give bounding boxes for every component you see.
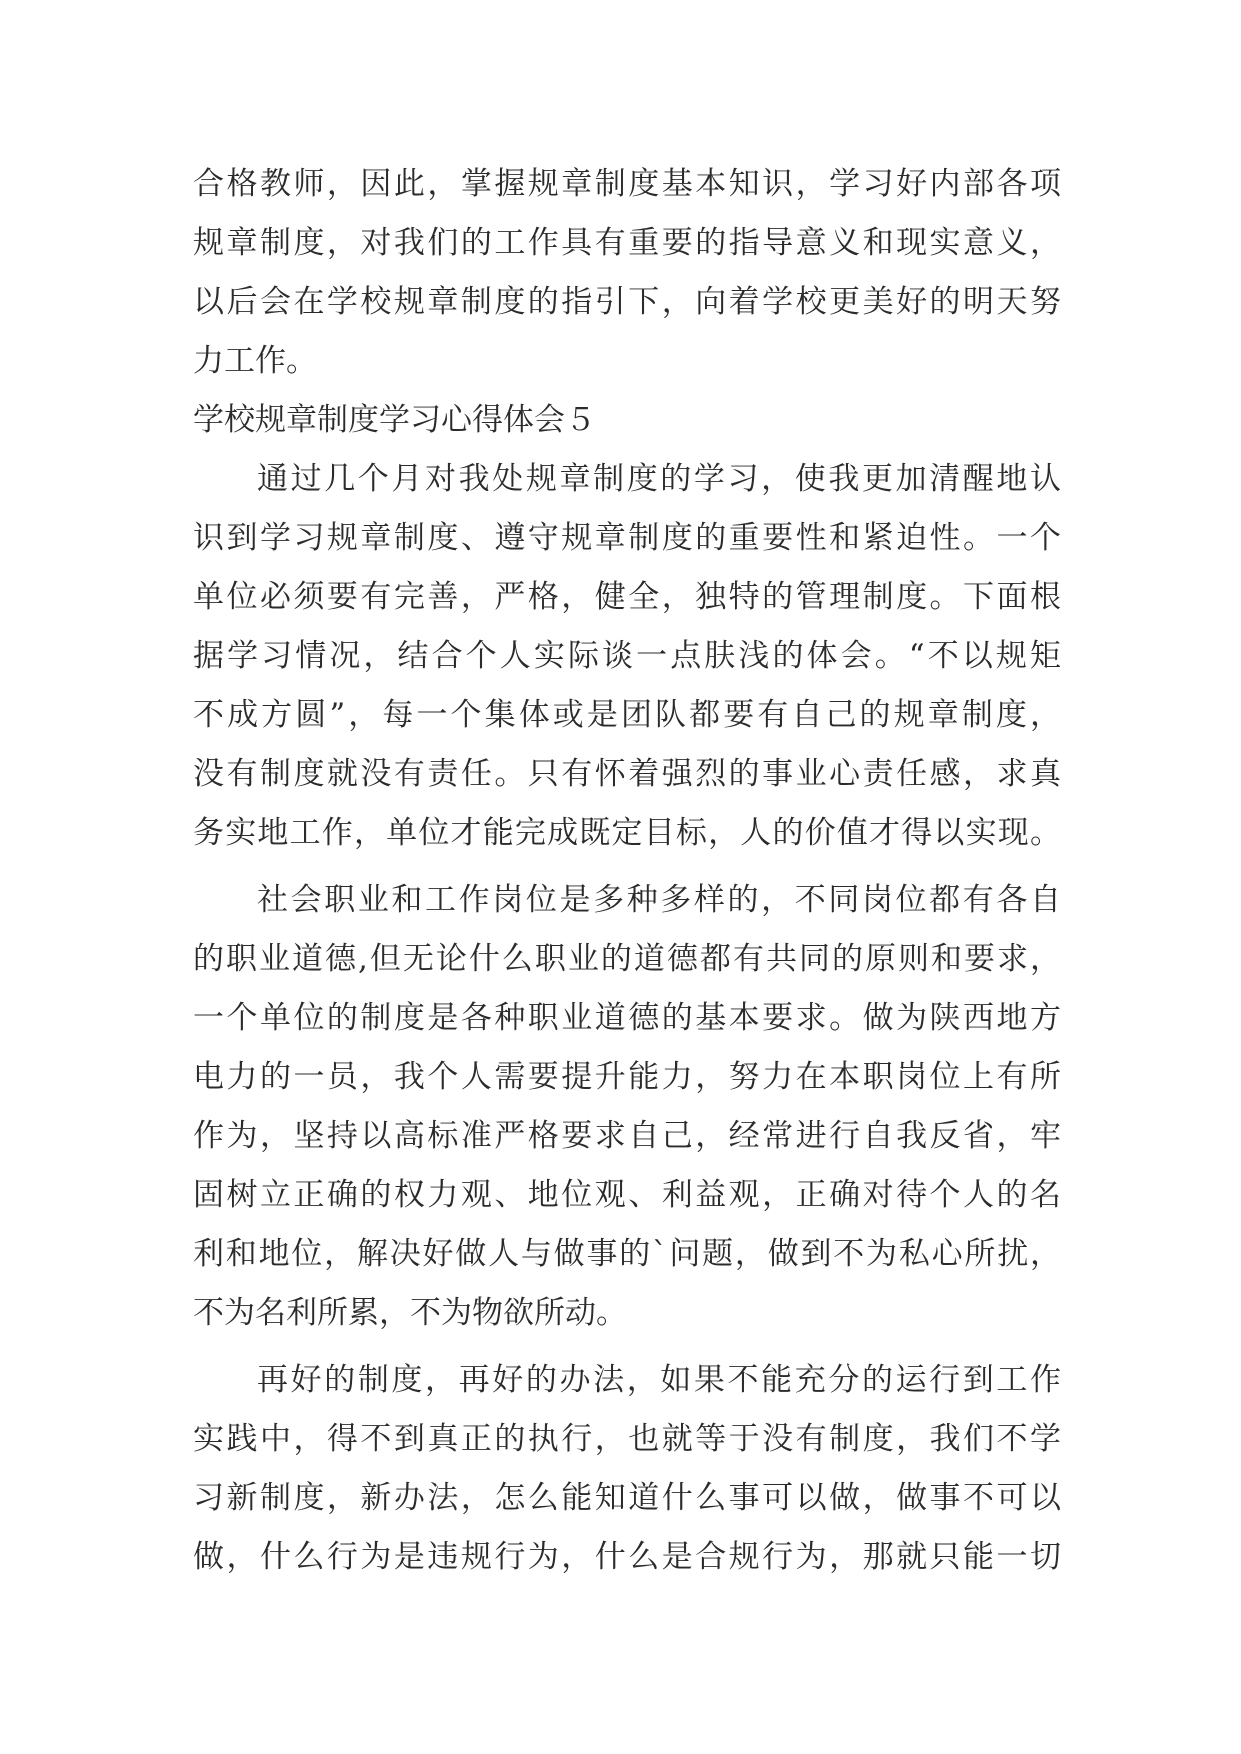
intro-paragraph xyxy=(193,155,1061,391)
paragraph-1 xyxy=(193,450,1061,863)
text-line: 合格教师，因此，掌握规章制度基本知识，学习好内部各项 xyxy=(193,166,1061,202)
text-line: 识到学习规章制度、遵守规章制度的重要性和紧迫性。一个 xyxy=(193,520,1061,556)
text-line: 再好的制度，再好的办法，如果不能充分的运行到工作 xyxy=(257,1362,1061,1398)
text-line: 作为，坚持以高标准严格要求自己，经常进行自我反省，牢 xyxy=(193,1118,1061,1154)
text-line: 规章制度，对我们的工作具有重要的指导意义和现实意义， xyxy=(193,225,1061,261)
text-line: 据学习情况，结合个人实际谈一点肤浅的体会。“不以规矩 xyxy=(193,638,1061,674)
text-line: 单位必须要有完善，严格，健全，独特的管理制度。下面根 xyxy=(193,579,1061,615)
text-line: 电力的一员，我个人需要提升能力，努力在本职岗位上有所 xyxy=(193,1059,1061,1095)
text-line: 实践中，得不到真正的执行，也就等于没有制度，我们不学 xyxy=(193,1421,1061,1457)
text-line: 固树立正确的权力观、地位观、利益观，正确对待个人的名 xyxy=(193,1177,1061,1213)
text-line: 力工作。 xyxy=(193,343,317,379)
text-line: 不成方圆”，每一个集体或是团队都要有自己的规章制度， xyxy=(193,697,1061,733)
text-line: 通过几个月对我处规章制度的学习，使我更加清醒地认 xyxy=(257,461,1061,497)
text-line: 一个单位的制度是各种职业道德的基本要求。做为陕西地方 xyxy=(193,1000,1061,1036)
text-line: 利和地位，解决好做人与做事的`问题，做到不为私心所扰， xyxy=(193,1236,1061,1272)
paragraph-gap xyxy=(193,1343,1061,1351)
text-line: 社会职业和工作岗位是多种多样的，不同岗位都有各自 xyxy=(257,882,1061,918)
text-line: 习新制度，新办法，怎么能知道什么事可以做，做事不可以 xyxy=(193,1480,1061,1516)
section-title: 学校规章制度学习心得体会５ xyxy=(193,402,596,438)
text-line: 没有制度就没有责任。只有怀着强烈的事业心责任感，求真 xyxy=(193,756,1061,792)
paragraph-2 xyxy=(193,871,1061,1343)
text-line: 不为名利所累，不为物欲所动。 xyxy=(193,1295,627,1331)
document-body xyxy=(193,155,1061,1587)
text-line: 以后会在学校规章制度的指引下，向着学校更美好的明天努 xyxy=(193,284,1061,320)
text-line: 的职业道德,但无论什么职业的道德都有共同的原则和要求， xyxy=(193,941,1061,977)
paragraph-gap xyxy=(193,863,1061,871)
text-line: 做，什么行为是违规行为，什么是合规行为，那就只能一切 xyxy=(193,1539,1061,1575)
text-line: 务实地工作，单位才能完成既定目标，人的价值才得以实现。 xyxy=(193,815,1061,851)
paragraph-3 xyxy=(193,1351,1061,1587)
